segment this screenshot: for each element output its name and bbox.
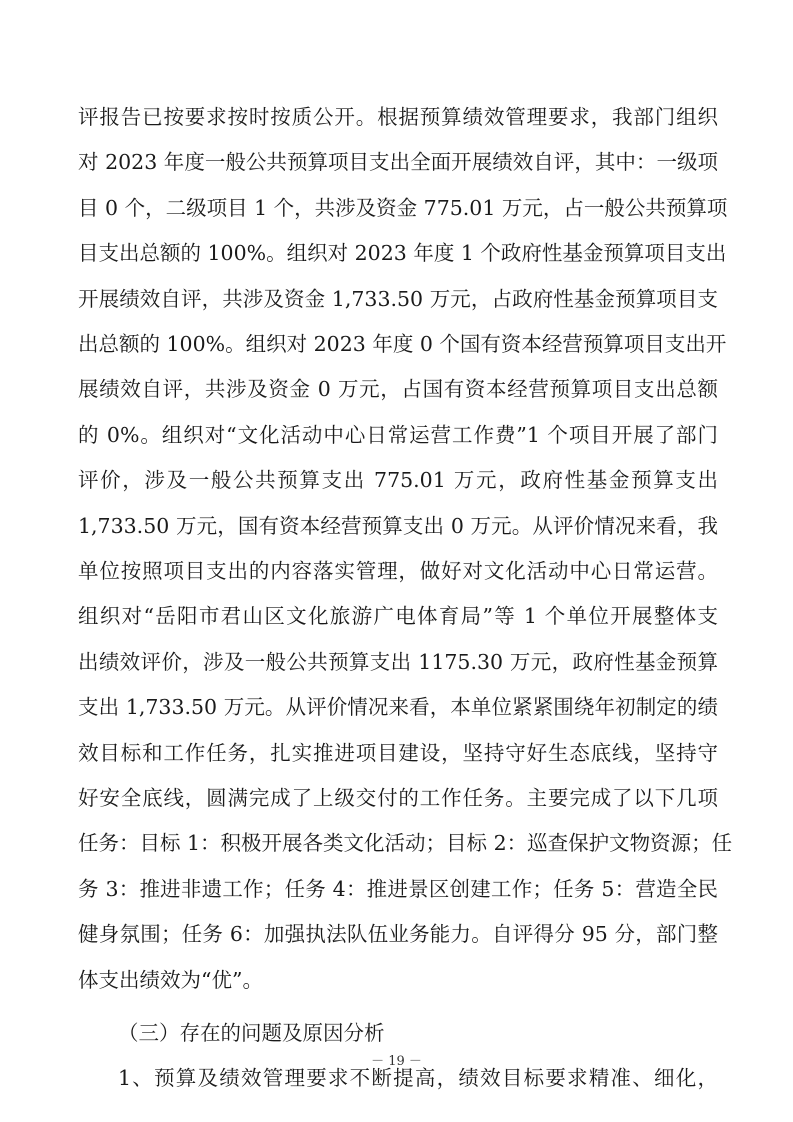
- paragraph-line: 的 0%。组织对“文化活动中心日常运营工作费”1 个项目开展了部门: [78, 422, 718, 447]
- paragraph-line: 务 3：推进非遗工作；任务 4：推进景区创建工作；任务 5：营造全民: [78, 876, 718, 901]
- paragraph-line: 目 0 个，二级项目 1 个，共涉及资金 775.01 万元，占一般公共预算项: [78, 195, 728, 220]
- paragraph-line: 对 2023 年度一般公共预算项目支出全面开展绩效自评，其中：一级项: [78, 150, 718, 175]
- paragraph-line: 健身氛围；任务 6：加强执法队伍业务能力。自评得分 95 分，部门整: [78, 922, 718, 947]
- page-number: － 19 －: [371, 1054, 422, 1069]
- paragraph-line: 目支出总额的 100%。组织对 2023 年度 1 个政府性基金预算项目支出: [78, 241, 727, 266]
- paragraph-line: 好安全底线，圆满完成了上级交付的工作任务。主要完成了以下几项: [78, 786, 718, 810]
- section-heading: （三）存在的问题及原因分析: [118, 1021, 385, 1045]
- paragraph-line: 组织对“岳阳市君山区文化旅游广电体育局”等 1 个单位开展整体支: [78, 604, 718, 629]
- paragraph-line: 展绩效自评，共涉及资金 0 万元，占国有资本经营预算项目支出总额: [78, 377, 718, 402]
- numbered-item: 1、预算及绩效管理要求不断提高，绩效目标要求精准、细化，: [118, 1066, 718, 1091]
- paragraph-line: 出绩效评价，涉及一般公共预算支出 1175.30 万元，政府性基金预算: [78, 649, 718, 674]
- paragraph-line: 1,733.50 万元，国有资本经营预算支出 0 万元。从评价情况来看，我: [78, 513, 718, 538]
- paragraph-line: 效目标和工作任务，扎实推进项目建设，坚持守好生态底线，坚持守: [78, 740, 718, 765]
- paragraph-line: 评报告已按要求按时按质公开。根据预算绩效管理要求，我部门组织: [78, 105, 718, 129]
- paragraph-line: 支出 1,733.50 万元。从评价情况来看，本单位紧紧围绕年初制定的绩: [78, 695, 718, 720]
- paragraph-line: 出总额的 100%。组织对 2023 年度 0 个国有资本经营预算项目支出开: [78, 332, 727, 356]
- paragraph-line: 体支出绩效为“优”。: [78, 967, 263, 992]
- paragraph-line: 单位按照项目支出的内容落实管理，做好对文化活动中心日常运营。: [78, 559, 718, 583]
- paragraph-line: 任务：目标 1：积极开展各类文化活动；目标 2：巡查保护文物资源；任: [78, 831, 733, 856]
- paragraph-line: 开展绩效自评，共涉及资金 1,733.50 万元，占政府性基金预算项目支: [78, 286, 718, 311]
- paragraph-line: 评价，涉及一般公共预算支出 775.01 万元，政府性基金预算支出: [78, 468, 718, 493]
